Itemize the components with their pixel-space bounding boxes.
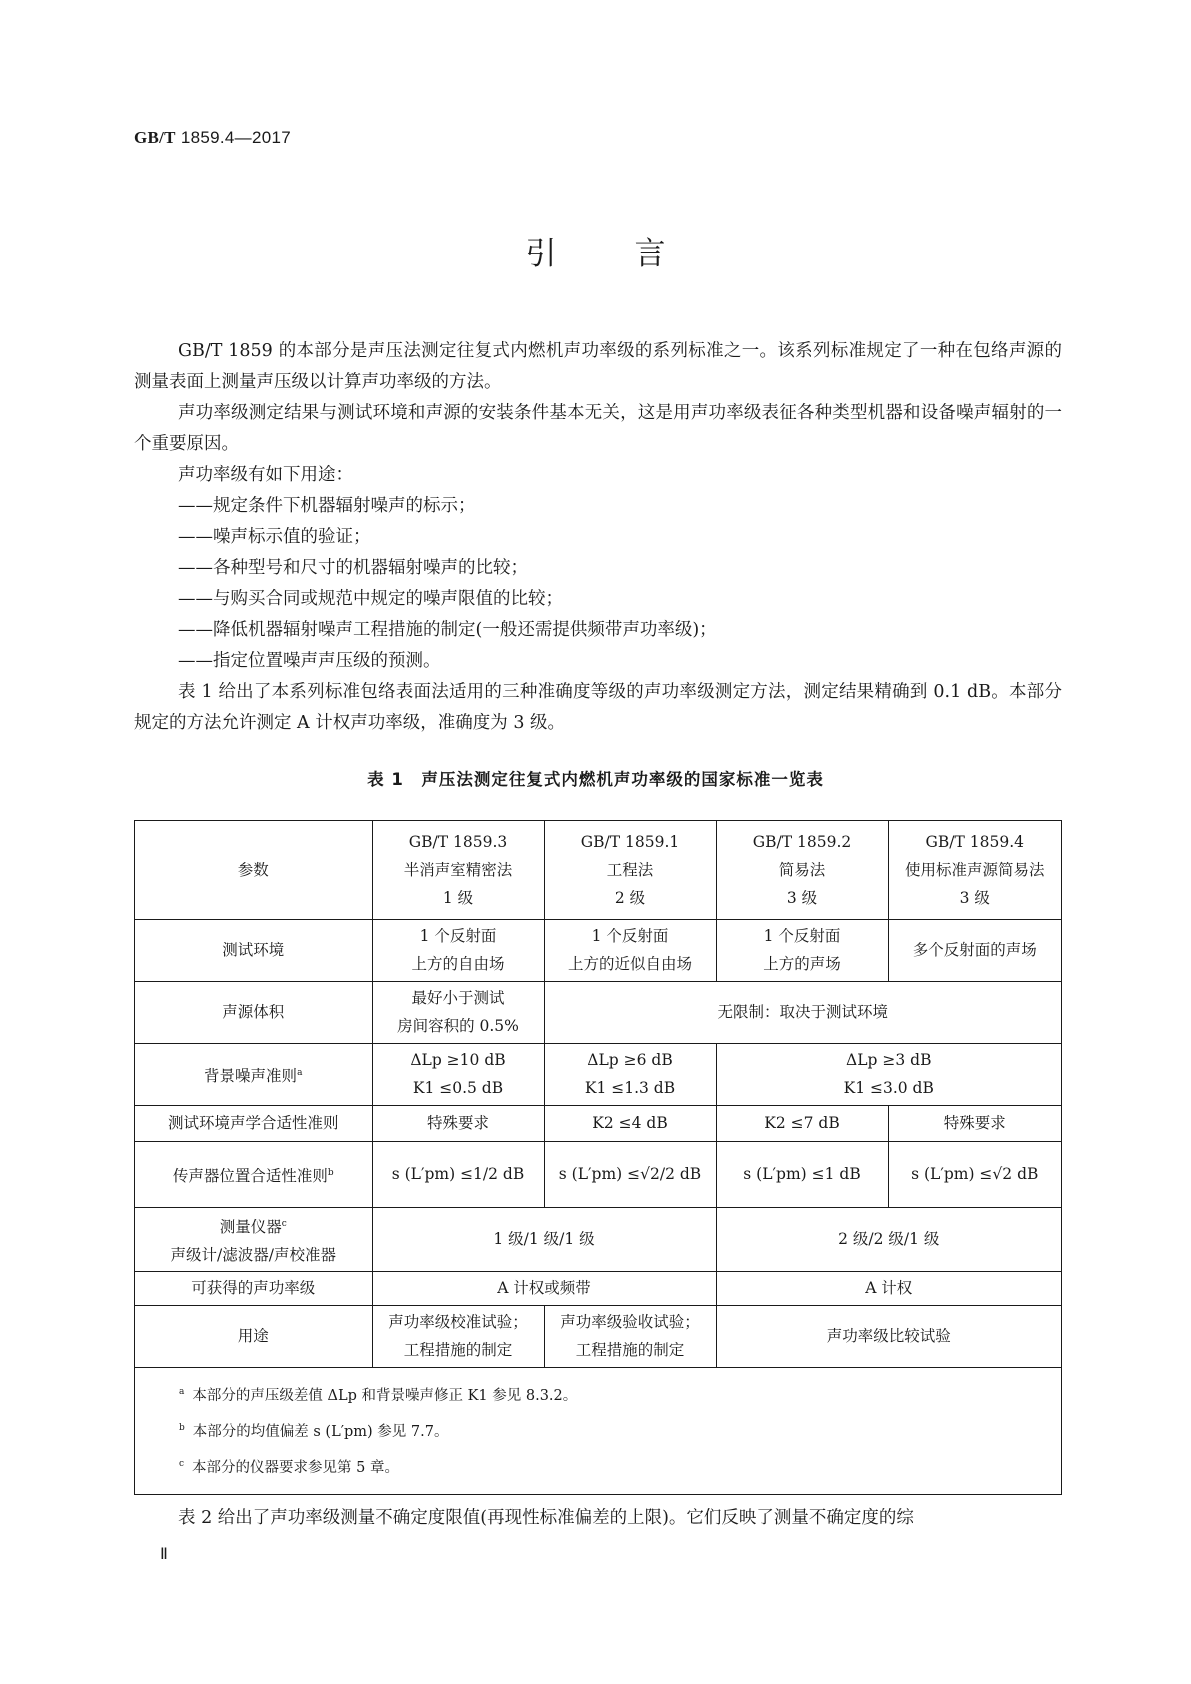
header-col: GB/T 1859.4 使用标准声源简易法 3 级 — [888, 821, 1061, 919]
page-number: Ⅱ — [160, 1546, 168, 1563]
use-item: ——各种型号和尺寸的机器辐射噪声的比较； — [178, 558, 528, 578]
paragraph-5: 表 2 给出了声功率级测量不确定度限值(再现性标准偏差的上限)。它们反映了测量不确定度的综 — [178, 1508, 914, 1528]
table-header-row — [135, 821, 1061, 919]
use-item: ——降低机器辐射噪声工程措施的制定(一般还需提供频带声功率级)； — [178, 620, 717, 640]
use-item: ——规定条件下机器辐射噪声的标示； — [178, 496, 476, 516]
header-col: GB/T 1859.1 工程法 2 级 — [544, 821, 716, 919]
table-note: $^b$ 本部分的均值偏差 s (L′pm) 参见 7.7。 — [179, 1422, 449, 1440]
section-title: 引言 — [525, 236, 744, 272]
table-row: 声源体积 最好小于测试 房间容积的 0.5% 无限制：取决于测试环境 — [135, 981, 1061, 1043]
paragraph-2: 声功率级测定结果与测试环境和声源的安装条件基本无关，这是用声功率级表征各种类型机器和设备噪声辐射的一个重要原因。 — [134, 403, 1062, 454]
use-item: ——指定位置噪声声压级的预测。 — [178, 651, 441, 671]
paragraph-3: 声功率级有如下用途： — [178, 465, 353, 485]
header-param: 参数 — [135, 821, 372, 919]
header-col: GB/T 1859.3 半消声室精密法 1 级 — [372, 821, 544, 919]
table-row: 测试环境 1 个反射面 上方的自由场 1 个反射面 上方的近似自由场 1 个反射面 上方的声场 多个反射面的声场 — [135, 919, 1061, 981]
table-row: 测试环境声学合适性准则 特殊要求 K2 ≤4 dB K2 ≤7 dB 特殊要求 — [135, 1105, 1061, 1141]
paragraph-1: GB/T 1859 的本部分是声压法测定往复式内燃机声功率级的系列标准之一。该系列标准规定了一种在包络声源的测量表面上测量声压级以计算声功率级的方法。 — [134, 341, 1062, 392]
document-code: GB/T 1859.4—2017 — [134, 128, 291, 147]
standards-table — [134, 820, 1062, 1495]
table-row: 背景噪声准则$^a$ ΔLp ≥10 dB K1 ≤0.5 dB ΔLp ≥6 dB K1 ≤1.3 dB ΔLp ≥3 dB K1 ≤3.0 dB — [135, 1043, 1061, 1105]
table-row: 测量仪器$^c$ 声级计/滤波器/声校准器 1 级/1 级/1 级 2 级/2 级/1 级 — [135, 1207, 1061, 1271]
table-note: $^a$ 本部分的声压级差值 ΔLp 和背景噪声修正 K1 参见 8.3.2。 — [179, 1386, 578, 1404]
table-row: 传声器位置合适性准则$^b$ s (L′pm) ≤1/2 dB s (L′pm) ≤√2/2 dB s (L′pm) ≤1 dB s (L′pm) ≤√2 dB — [135, 1141, 1061, 1207]
use-item: ——与购买合同或规范中规定的噪声限值的比较； — [178, 589, 563, 609]
table-caption: 表 1 声压法测定往复式内燃机声功率级的国家标准一览表 — [367, 770, 824, 789]
use-item: ——噪声标示值的验证； — [178, 527, 371, 547]
intro-body — [134, 336, 1062, 739]
table-row: 用途 声功率级校准试验； 工程措施的制定 声功率级验收试验； 工程措施的制定 声功率级比较试验 — [135, 1305, 1061, 1367]
paragraph-4: 表 1 给出了本系列标准包络表面法适用的三种准确度等级的声功率级测定方法，测定结果精确到 0.1 dB。本部分规定的方法允许测定 A 计权声功率级，准确度为 3 级。 — [134, 682, 1062, 733]
table-note: $^c$ 本部分的仪器要求参见第 5 章。 — [179, 1458, 399, 1476]
table-row: 可获得的声功率级 A 计权或频带 A 计权 — [135, 1271, 1061, 1305]
table-notes — [135, 1368, 1061, 1494]
header-col: GB/T 1859.2 简易法 3 级 — [716, 821, 888, 919]
